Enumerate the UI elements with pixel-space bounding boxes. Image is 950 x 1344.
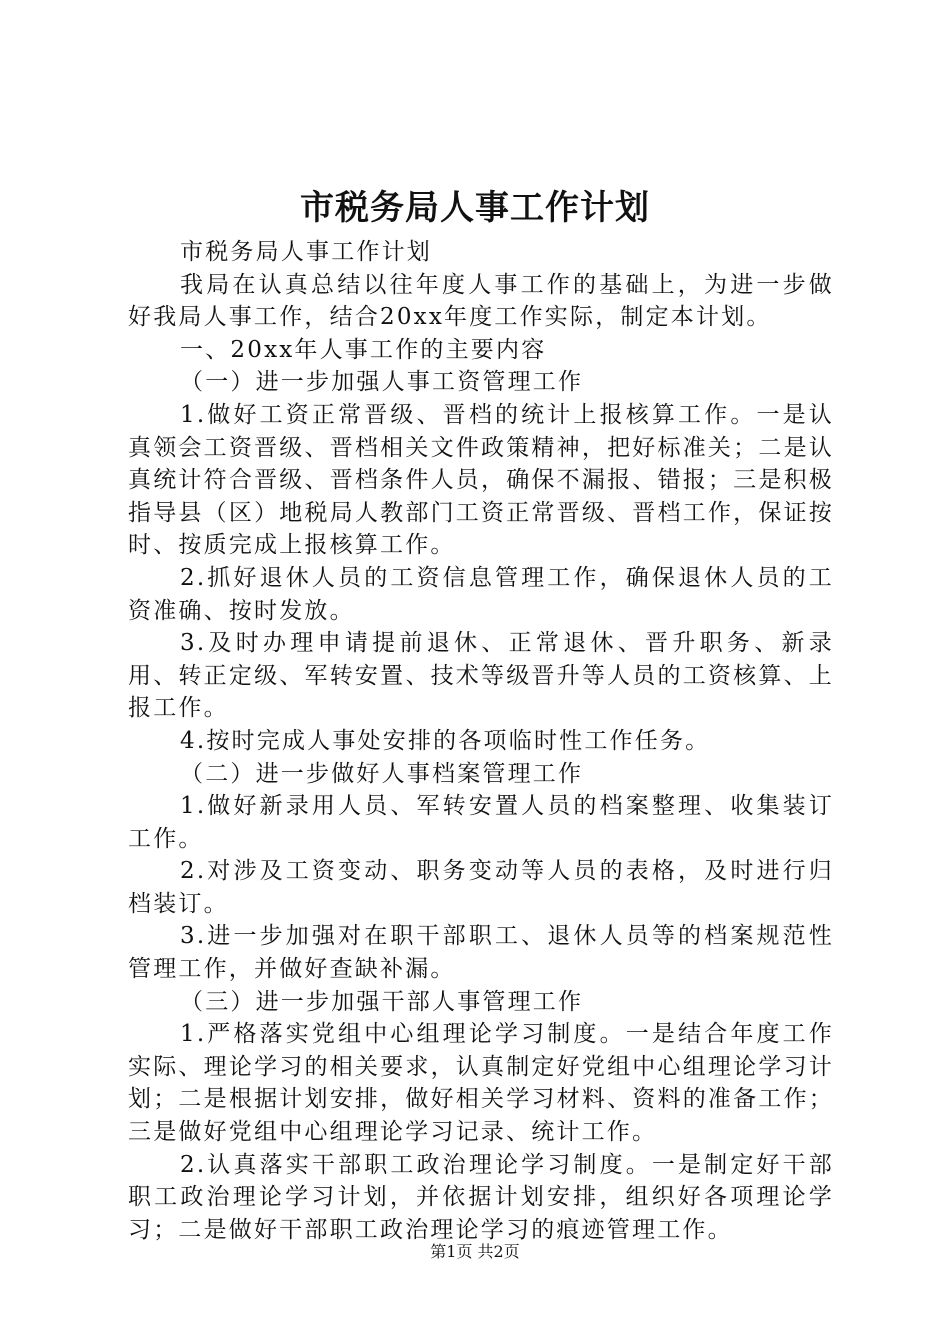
- paragraph: 2.认真落实干部职工政治理论学习制度。一是制定好干部职工政治理论学习计划，并依据计划安排，组织好各项理论学习；二是做好干部职工政治理论学习的痕迹管理工作。: [128, 1151, 834, 1243]
- paragraph: 1.做好新录用人员、军转安置人员的档案整理、收集装订工作。: [128, 793, 834, 852]
- paragraph: 2.对涉及工资变动、职务变动等人员的表格，及时进行归档装订。: [128, 858, 834, 917]
- subsection-heading: （一）进一步加强人事工资管理工作: [180, 369, 584, 396]
- document-body: [128, 236, 834, 1246]
- paragraph: 1.做好工资正常晋级、晋档的统计上报核算工作。一是认真领会工资晋级、晋档相关文件政策精神，把好标准关；二是认真统计符合晋级、晋档条件人员，确保不漏报、错报；三是积极指导县（区）地税局人教部门工资正常晋级、晋档工作，保证按时、按质完成上报核算工作。: [128, 401, 834, 559]
- paragraph: 1.严格落实党组中心组理论学习制度。一是结合年度工作实际、理论学习的相关要求，认真制定好党组中心组理论学习计划；二是根据计划安排，做好相关学习材料、资料的准备工作；三是做好党组中心组理论学习记录、统计工作。: [128, 1021, 834, 1146]
- paragraph: 3.及时办理申请提前退休、正常退休、晋升职务、新录用、转正定级、军转安置、技术等级晋升等人员的工资核算、上报工作。: [128, 630, 834, 722]
- page-footer: 第1页 共2页: [430, 1242, 520, 1261]
- paragraph: 我局在认真总结以往年度人事工作的基础上，为进一步做好我局人事工作，结合20xx年度工作实际，制定本计划。: [128, 271, 834, 331]
- paragraph: 市税务局人事工作计划: [180, 239, 432, 265]
- subsection-heading: （二）进一步做好人事档案管理工作: [180, 760, 584, 787]
- paragraph: 4.按时完成人事处安排的各项临时性工作任务。: [180, 727, 711, 754]
- section-heading: 一、20xx年人事工作的主要内容: [180, 336, 547, 363]
- subsection-heading: （三）进一步加强干部人事管理工作: [180, 988, 584, 1015]
- document-title: 市税务局人事工作计划: [300, 188, 650, 228]
- paragraph: 3.进一步加强对在职干部职工、退休人员等的档案规范性管理工作，并做好查缺补漏。: [128, 923, 834, 983]
- paragraph: 2.抓好退休人员的工资信息管理工作，确保退休人员的工资准确、按时发放。: [128, 564, 834, 624]
